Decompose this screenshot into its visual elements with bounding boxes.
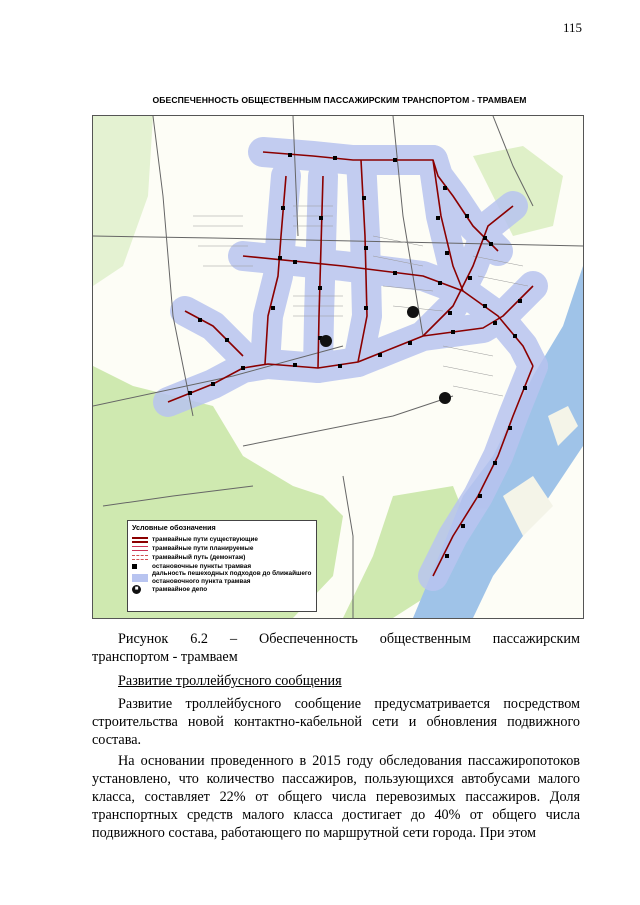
figure-caption: Рисунок 6.2 – Обеспеченность общественным пассажирским [118, 631, 580, 647]
legend-item-existing [132, 535, 312, 544]
legend-item-planned [132, 544, 312, 553]
paragraph: Развитие троллейбусного сообщение предусматривается посредством строительства новой контактно-кабельной сети и обновления подвижного состава. [92, 696, 580, 748]
legend-item-coverage [132, 571, 312, 585]
legend-label: трамвайный путь (демонтаж) [152, 553, 246, 561]
legend-label: трамвайные пути планируемые [152, 544, 254, 552]
legend-item-depot [132, 585, 312, 594]
depot-icon: ■ [132, 585, 141, 594]
legend-label: трамвайные пути существующие [152, 535, 258, 543]
legend-title: Условные обозначения [132, 523, 216, 532]
page-number: 115 [562, 20, 582, 35]
map-legend [127, 520, 317, 612]
existing-line-swatch [132, 537, 148, 543]
legend-label: остановочные пункты трамвая [152, 562, 252, 570]
tram-coverage-map [92, 115, 584, 619]
planned-line-swatch [132, 546, 148, 551]
legend-label: трамвайное депо [152, 585, 208, 593]
paragraph: На основании проведенного в 2015 году обследования пассажиропотоков установлено, что количество пассажиров, пользующихся автобусами малого класса, составляет 22% от общего числа перевозимых пассажиров. Доля транспортных средств малого класса достигает до 40% от общего числа подвижного состава, работающего по маршрутной сети города. При этом [92, 753, 580, 841]
legend-item-demontage [132, 553, 312, 562]
demontage-line-swatch [132, 555, 148, 560]
section-heading: Развитие троллейбусного сообщения [118, 673, 342, 689]
coverage-zone-swatch [132, 574, 148, 582]
map-title: ОБЕСПЕЧЕННОСТЬ ОБЩЕСТВЕННЫМ ПАССАЖИРСКИМ ТРАНСПОРТОМ - ТРАМВАЕМ [152, 95, 527, 105]
legend-label: дальность пешеходных подходов до ближайшего остановочного пункта трамвая [152, 570, 312, 585]
figure-caption-continued: транспортом - трамваем [92, 649, 238, 665]
stop-swatch [132, 564, 137, 569]
